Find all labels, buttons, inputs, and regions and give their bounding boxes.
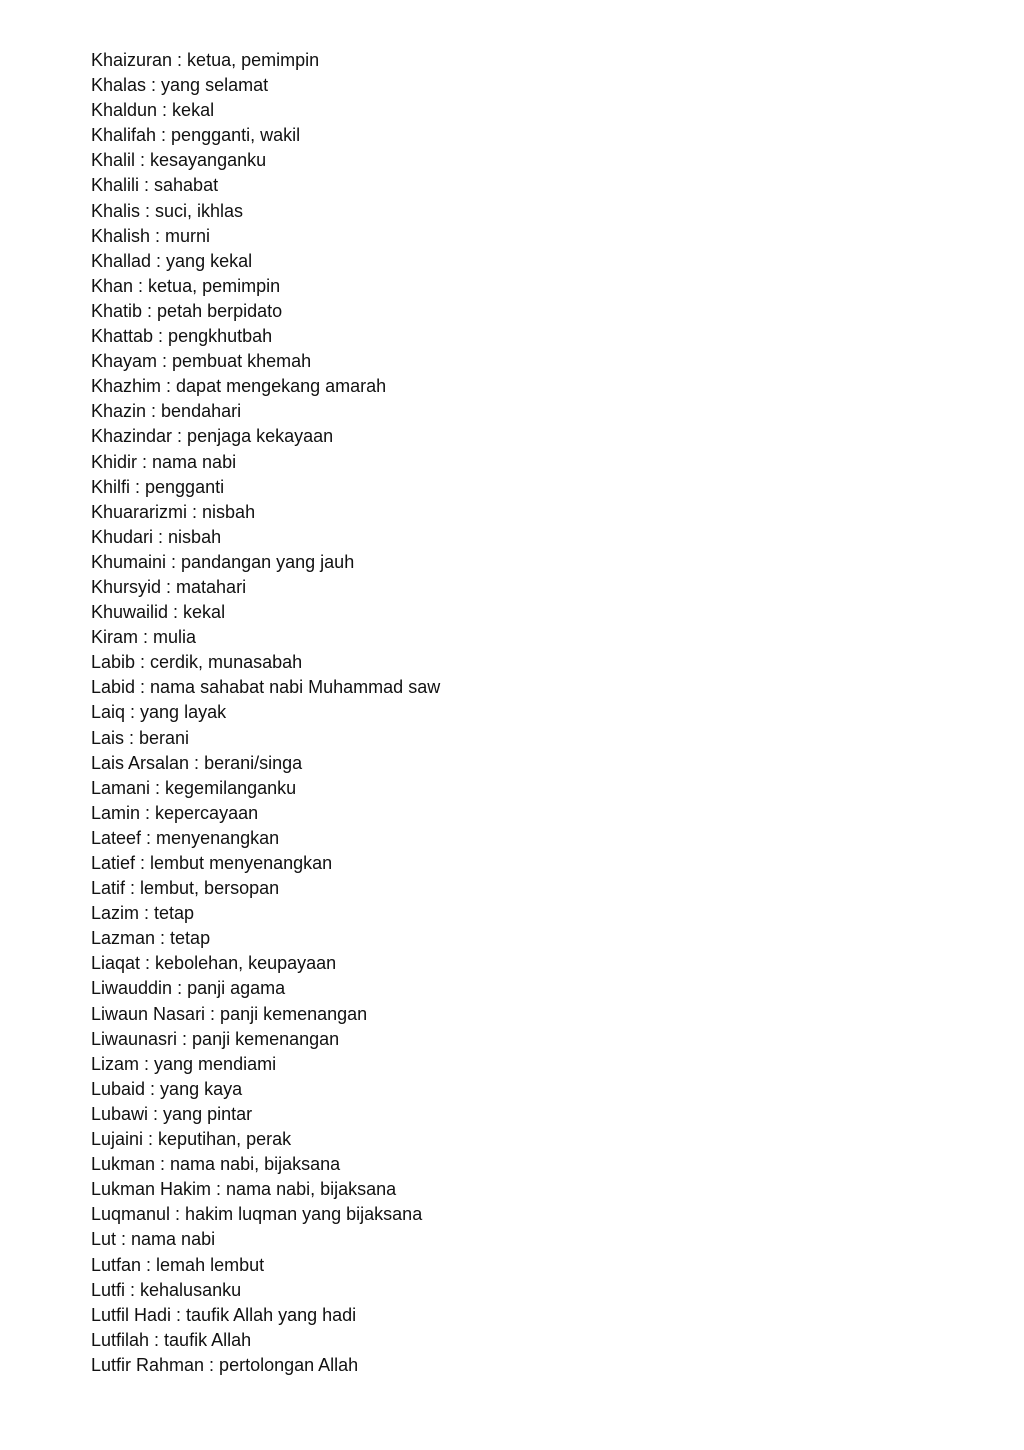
list-item: Lukman Hakim : nama nabi, bijaksana [91,1179,397,1200]
list-item: Khilfi : pengganti [91,476,225,497]
list-item: Lazman : tetap [91,928,211,949]
list-item: Lut : nama nabi [91,1229,216,1250]
list-item: Labib : cerdik, munasabah [91,652,303,673]
list-item: Latif : lembut, bersopan [91,878,280,899]
list-item: Khallad : yang kekal [91,250,253,271]
list-item: Khalas : yang selamat [91,75,269,96]
list-item: Liaqat : kebolehan, keupayaan [91,953,337,974]
list-item: Khalish : murni [91,225,211,246]
list-item: Khalil : kesayanganku [91,150,267,171]
list-item: Kiram : mulia [91,627,197,648]
list-item: Khudari : nisbah [91,526,222,547]
list-item: Liwauddin : panji agama [91,978,286,999]
name-meaning-list [91,48,440,1378]
list-item: Lazim : tetap [91,903,195,924]
list-item: Lubawi : yang pintar [91,1103,253,1124]
list-item: Labid : nama sahabat nabi Muhammad saw [91,677,441,698]
list-item: Lutfan : lemah lembut [91,1254,265,1275]
list-item: Khazindar : penjaga kekayaan [91,426,334,447]
list-item: Khalili : sahabat [91,175,219,196]
list-item: Khayam : pembuat khemah [91,351,312,372]
list-item: Khattab : pengkhutbah [91,326,273,347]
list-item: Lutfil Hadi : taufik Allah yang hadi [91,1304,357,1325]
list-item: Khuwailid : kekal [91,602,226,623]
list-item: Lutfilah : taufik Allah [91,1329,252,1350]
list-item: Lutfir Rahman : pertolongan Allah [91,1354,359,1375]
list-item: Khuararizmi : nisbah [91,501,256,522]
list-item: Lutfi : kehalusanku [91,1279,242,1300]
list-item: Lamani : kegemilanganku [91,777,297,798]
list-item: Latief : lembut menyenangkan [91,853,333,873]
list-item: Lais : berani [91,727,190,748]
list-item: Khalifah : pengganti, wakil [91,125,301,146]
list-item: Lubaid : yang kaya [91,1078,243,1099]
list-item: Liwaun Nasari : panji kemenangan [91,1003,368,1024]
list-item: Khazhim : dapat mengekang amarah [91,376,387,397]
list-item: Lateef : menyenangkan [91,827,280,848]
list-item: Luqmanul : hakim luqman yang bijaksana [91,1204,423,1225]
list-item: Khursyid : matahari [91,576,247,597]
list-item: Lizam : yang mendiami [91,1053,277,1074]
list-item: Khalis : suci, ikhlas [91,200,244,221]
list-item: Lamin : kepercayaan [91,802,259,823]
list-item: Khan : ketua, pemimpin [91,275,281,296]
list-item: Khazin : bendahari [91,401,242,422]
list-item: Lais Arsalan : berani/singa [91,752,303,773]
list-item: Liwaunasri : panji kemenangan [91,1028,340,1049]
list-item: Khaldun : kekal [91,100,215,121]
list-item: Khatib : petah berpidato [91,300,283,321]
list-item: Khidir : nama nabi [91,451,237,472]
list-item: Laiq : yang layak [91,702,227,723]
list-item: Lujaini : keputihan, perak [91,1129,292,1150]
list-item: Lukman : nama nabi, bijaksana [91,1154,341,1175]
list-item: Khaizuran : ketua, pemimpin [91,50,320,70]
list-item: Khumaini : pandangan yang jauh [91,551,355,572]
